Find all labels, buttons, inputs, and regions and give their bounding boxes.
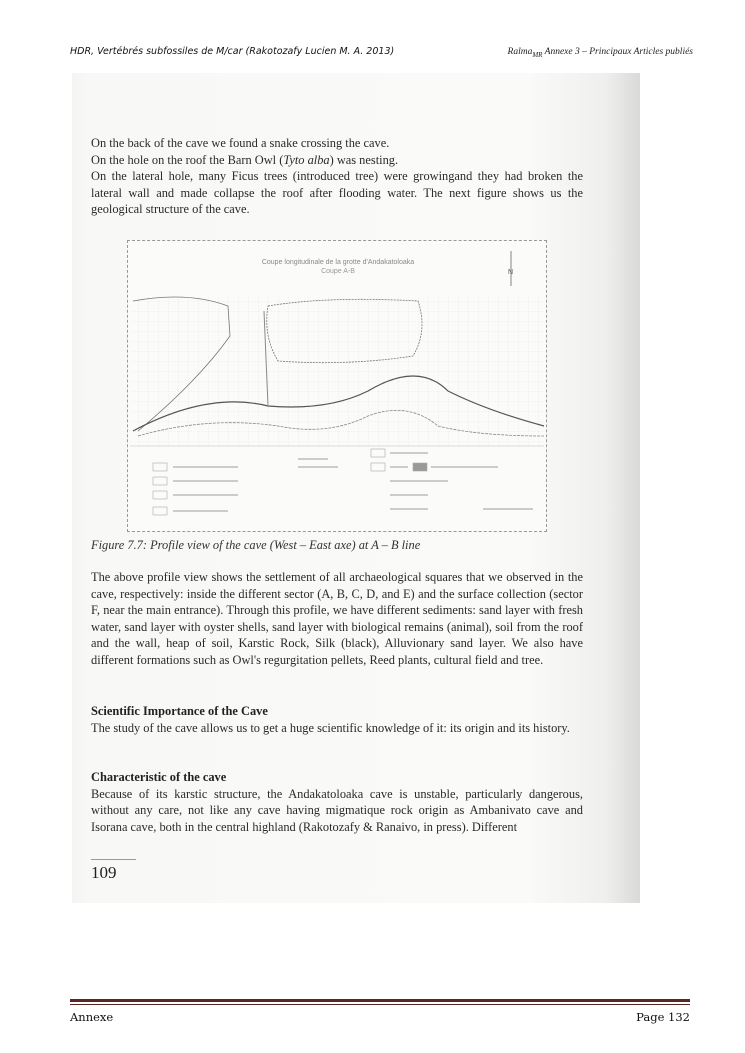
footer-left: Annexe <box>70 1010 114 1024</box>
header-right-main: Ralma <box>507 47 533 57</box>
species-name: Tyto alba <box>283 152 330 167</box>
figure-caption: Figure 7.7: Profile view of the cave (West – East axe) at A – B line <box>91 538 421 552</box>
figure-subtitle: Coupe A-B <box>321 268 355 275</box>
figure-title: Coupe longitudinale de la grotte d'Andakatoloaka <box>261 259 415 266</box>
intro-text <box>91 135 583 218</box>
header-right <box>508 47 693 59</box>
footer-page-number: Page 132 <box>636 1010 690 1024</box>
footer-rule-thin <box>70 1004 690 1005</box>
header-right-sub: MR <box>532 50 543 59</box>
scan-page-number: 109 <box>91 863 117 882</box>
section-heading: Scientific Importance of the Cave <box>91 704 268 718</box>
page-number-rule <box>91 859 136 860</box>
section-scientific-importance <box>91 703 583 736</box>
footer-rule <box>70 999 690 1002</box>
section-body: Because of its karstic structure, the Andakatoloaka cave is unstable, particularly dangerous, without any care, not like any cave having migmatique rock origin as Ambanivato cave and Isorana cave, both in the central highland (Rakotozafy & Ranaivo, in press). Different <box>91 786 583 834</box>
cave-profile-drawing <box>128 241 546 531</box>
section-characteristic <box>91 769 583 835</box>
profile-paragraph: The above profile view shows the settlement of all archaeological squares that we observed in the cave, respectively: inside the different sector (A, B, C, D, and E) and the surface collection (sector F, near the main entrance). Through this profile, we have different sediments: sand layer with fresh water, sand layer with oyster shells, sand layer with biological remains (animal), soil from the roof and the wall, heap of soil, Karstic Rock, Silk (black), Alluvionary sand layer. We also have different formations such as Owl's regurgitation pellets, Reed plants, cultural field and tree. <box>91 570 583 667</box>
section-body: The study of the cave allows us to get a huge scientific knowledge of it: its origin and its history. <box>91 720 570 735</box>
intro-text-part: ) was nesting. <box>329 152 399 167</box>
intro-line: On the lateral hole, many Ficus trees (introduced tree) were growingand they had broken the lateral wall and made collapse the roof after flooding water. The next figure shows us the geological structure of the cave. <box>91 169 583 217</box>
north-label: N <box>508 269 514 276</box>
header-left: HDR, Vertébrés subfossiles de M/car (Rakotozafy Lucien M. A. 2013) <box>70 46 395 57</box>
scanned-page <box>72 73 640 903</box>
intro-line <box>91 152 583 169</box>
section-heading: Characteristic of the cave <box>91 770 227 784</box>
header-right-rest: Annexe 3 – Principaux Articles publiés <box>542 47 693 57</box>
cave-profile-figure <box>127 240 547 532</box>
intro-text-part: On the hole on the roof the Barn Owl ( <box>91 152 284 167</box>
intro-line: On the back of the cave we found a snake crossing the cave. <box>91 136 390 150</box>
